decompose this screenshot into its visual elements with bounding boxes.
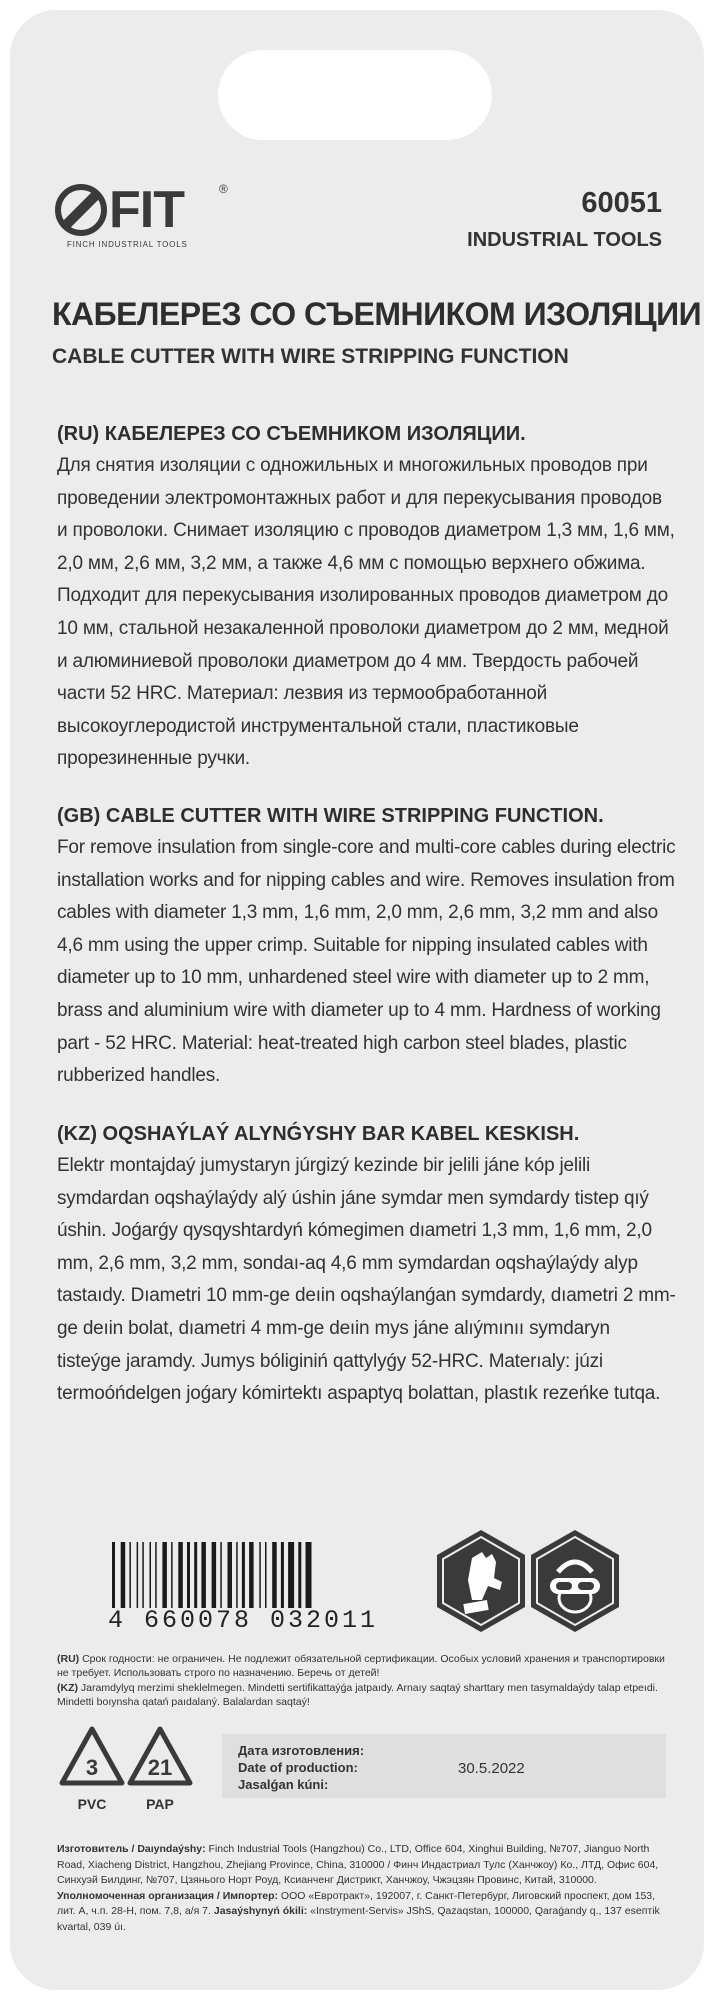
notice-ru-text: Срок годности: не ограничен. Не подлежит обязательной сертификации. Особых условий хранения и транспортировки не требует. Использовать строго по назначению. Беречь от детей! bbox=[57, 1653, 665, 1679]
production-label-kz: Jasalǵan kúni: bbox=[238, 1777, 329, 1792]
barcode bbox=[108, 1542, 418, 1612]
title-en: CABLE CUTTER WITH WIRE STRIPPING FUNCTION bbox=[52, 345, 569, 368]
section-gb-body: For remove insulation from single-core and multi-core cables during electric installation works and for nipping cables and wire. Removes insulation from cables with diameter 1,3 mm, 1,6 mm, 2,0 mm, 2,6 mm, 3,2 mm and also 4,6 mm using the upper crimp. Suitable for nipping insulated cables with diameter up to 10 mm, unhardened steel wire with diameter up to 2 mm, brass and aluminium wire with diameter up to 4 mm. Hardness of working part - 52 HRC. Material: heat-treated high carbon steel blades, plastic rubberized handles. bbox=[57, 837, 676, 1087]
section-gb-heading: (GB) CABLE CUTTER WITH WIRE STRIPPING FUNCTION. bbox=[57, 805, 604, 827]
notice-kz-tag: (KZ) bbox=[57, 1682, 78, 1694]
section-ru-body: Для снятия изоляции с одножильных и многожильных проводов при проведении электромонтажных работ и для перекусывания проводов и проволоки. Снимает изоляцию с проводов диаметром 1,3 мм, 1,6 мм, 2,0 мм, 2,6 мм, 3,2 мм, а также 4,6 мм с помощью верхнего обжима. Подходит для перекусывания изолированных проводов диаметром до 10 мм, стальной незакаленной проволоки диаметром до 2 мм, медной и алюминиевой проволоки диаметром до 4 мм. Твердость рабочей части 52 HRC. Материал: лезвия из термообработанной высокоуглеродистой инструментальной стали, пластиковые прорезиненные ручки. bbox=[57, 455, 675, 770]
barcode-bar bbox=[212, 1542, 217, 1608]
barcode-bar bbox=[272, 1542, 277, 1608]
section-ru-heading: (RU) КАБЕЛЕРЕЗ СО СЪЕМНИКОМ ИЗОЛЯЦИИ. bbox=[57, 423, 526, 445]
recycle-pvc-icon bbox=[58, 1725, 126, 1793]
barcode-bar bbox=[142, 1542, 144, 1608]
barcode-bar bbox=[265, 1542, 267, 1608]
barcode-bar bbox=[288, 1542, 294, 1608]
importer-text: ООО «Евротракт», 192007, г. Санкт-Петербург, Лиговский проспект, дом 153, лит. А, ч.п. 28-Н, пом. 7,8, а/я 7. bbox=[57, 1889, 656, 1917]
fit-logo bbox=[55, 182, 235, 252]
recycle-pap-icon bbox=[126, 1725, 194, 1793]
barcode-bar bbox=[155, 1542, 157, 1608]
notice-kz bbox=[57, 1681, 667, 1709]
barcode-bar bbox=[281, 1542, 284, 1608]
product-code: 60051 bbox=[581, 187, 662, 219]
barcode-bar bbox=[242, 1542, 245, 1608]
product-code-block bbox=[467, 186, 662, 254]
barcode-bar bbox=[236, 1542, 238, 1608]
footer-legal bbox=[57, 1842, 667, 1935]
barcode-bar bbox=[259, 1542, 261, 1608]
hang-hole bbox=[218, 50, 492, 140]
production-date: 30.5.2022 bbox=[458, 1760, 525, 1777]
section-kz-body: Elektr montajdaý jumystaryn júrgizý kezinde bir jelili jáne kóp jelili symdardan oqshaýlaýdy alý úshin jáne symdar men symdardy tistep qıý úshin. Joǵarǵy qysqyshtardyń kómegimen dıametri 1,3 mm, 1,6 mm, 2,0 mm, 2,6 mm, 3,2 mm, sondaı-aq 4,6 mm symdardan oqshaýlaýdy alyp tastaıdy. Dıametri 10 mm-ge deıin oqshaýlanǵan symdardy, dıametri 2 mm-ge deıin bolat, dıametri 4 mm-ge deıin mys jáne alıýmınıı symdaryn tisteýge jaramdy. Jumys bóliginiń qattylyǵy 52-HRC. Materıaly: júzi termoóńdelgen joǵary kómirtektı aspaptyq bolattan, plastık rezeńke tutqa. bbox=[57, 1155, 676, 1405]
recycle-pvc-label: PVC bbox=[77, 1796, 107, 1812]
barcode-bar bbox=[150, 1542, 152, 1608]
production-label-en: Date of production: bbox=[238, 1760, 358, 1775]
barcode-bar bbox=[129, 1542, 131, 1608]
barcode-bar bbox=[187, 1542, 190, 1608]
section-ru bbox=[57, 418, 677, 776]
section-kz-heading: (KZ) OQSHAÝLAÝ ALYNǴYSHY BAR KABEL KESKISH. bbox=[57, 1123, 580, 1145]
section-kz bbox=[57, 1118, 677, 1411]
production-label-ru: Дата изготовления: bbox=[238, 1743, 365, 1758]
barcode-bar bbox=[178, 1542, 183, 1608]
goggles-icon bbox=[528, 1528, 622, 1634]
section-gb bbox=[57, 800, 677, 1093]
barcode-bar bbox=[306, 1542, 312, 1608]
barcode-bar bbox=[171, 1542, 173, 1608]
barcode-bar bbox=[162, 1542, 167, 1608]
barcode-bar bbox=[220, 1542, 222, 1608]
kz-representative-label: Jasaýshynyń ókili: bbox=[213, 1905, 308, 1917]
glove-icon bbox=[434, 1528, 528, 1634]
barcode-bar bbox=[228, 1542, 233, 1608]
notice-kz-text: Jaramdylyq merzimi sheklelmegen. Mindetti sertifikattaýǵa jatpaıdy. Arnaıy saqtaý sharttary men tasymaldaýdy talap etpeıdi. Mindetti boıynsha qatań paıdalaný. Balalardan saqtaý! bbox=[57, 1682, 658, 1708]
production-date-labels bbox=[238, 1742, 364, 1793]
barcode-bar bbox=[121, 1542, 126, 1608]
logo-subtitle: FINCH INDUSTRIAL TOOLS bbox=[67, 240, 188, 249]
recycle-pvc-num: 3 bbox=[85, 1755, 99, 1780]
logo-text: FIT bbox=[109, 181, 184, 239]
product-category: INDUSTRIAL TOOLS bbox=[467, 229, 662, 251]
barcode-bar bbox=[201, 1542, 206, 1608]
barcode-bar bbox=[112, 1542, 115, 1608]
manufacturer-text: Finch Industrial Tools (Hangzhou) Co., LTD, Office 604, Xinghui Building, №707, Jianguo North Road, Xiacheng District, Hangzhou, Zhejiang Province, China, 310000 / Финч Индастриал Тулс (Ханчжоу) Ко., ЛТД, Офис 604, Синхуэй Билдинг, №707, Цзянього Норт Роуд, Ксианченг Дистрикт, Ханчжоу, Чжэцзян Провинс, Китай, 310000. bbox=[57, 1843, 659, 1886]
fit-logo-mark-icon bbox=[55, 184, 107, 236]
barcode-bar bbox=[249, 1542, 254, 1608]
barcode-bar bbox=[137, 1542, 139, 1608]
barcode-number: 4 660078 032011 bbox=[108, 1606, 379, 1635]
notice-ru bbox=[57, 1652, 667, 1680]
recycle-pap-num: 21 bbox=[147, 1755, 173, 1780]
manufacturer-label: Изготовитель / Daıyndaýshy: bbox=[57, 1843, 206, 1855]
title-ru: КАБЕЛЕРЕЗ СО СЪЕМНИКОМ ИЗОЛЯЦИИ bbox=[52, 296, 702, 332]
recycle-pap-label: PAP bbox=[146, 1796, 174, 1812]
kz-representative-text: «Instryment-Servis» JShS, Qazaqstan, 100000, Qaraǵandy q., 137 esептik kvartal, 039 úı. bbox=[57, 1905, 660, 1933]
registered-mark: ® bbox=[219, 182, 228, 196]
notice-ru-tag: (RU) bbox=[57, 1653, 80, 1665]
barcode-bar bbox=[194, 1542, 197, 1608]
importer-label: Уполномоченная организация / Импортер: bbox=[57, 1889, 278, 1902]
barcode-bar bbox=[298, 1542, 301, 1608]
